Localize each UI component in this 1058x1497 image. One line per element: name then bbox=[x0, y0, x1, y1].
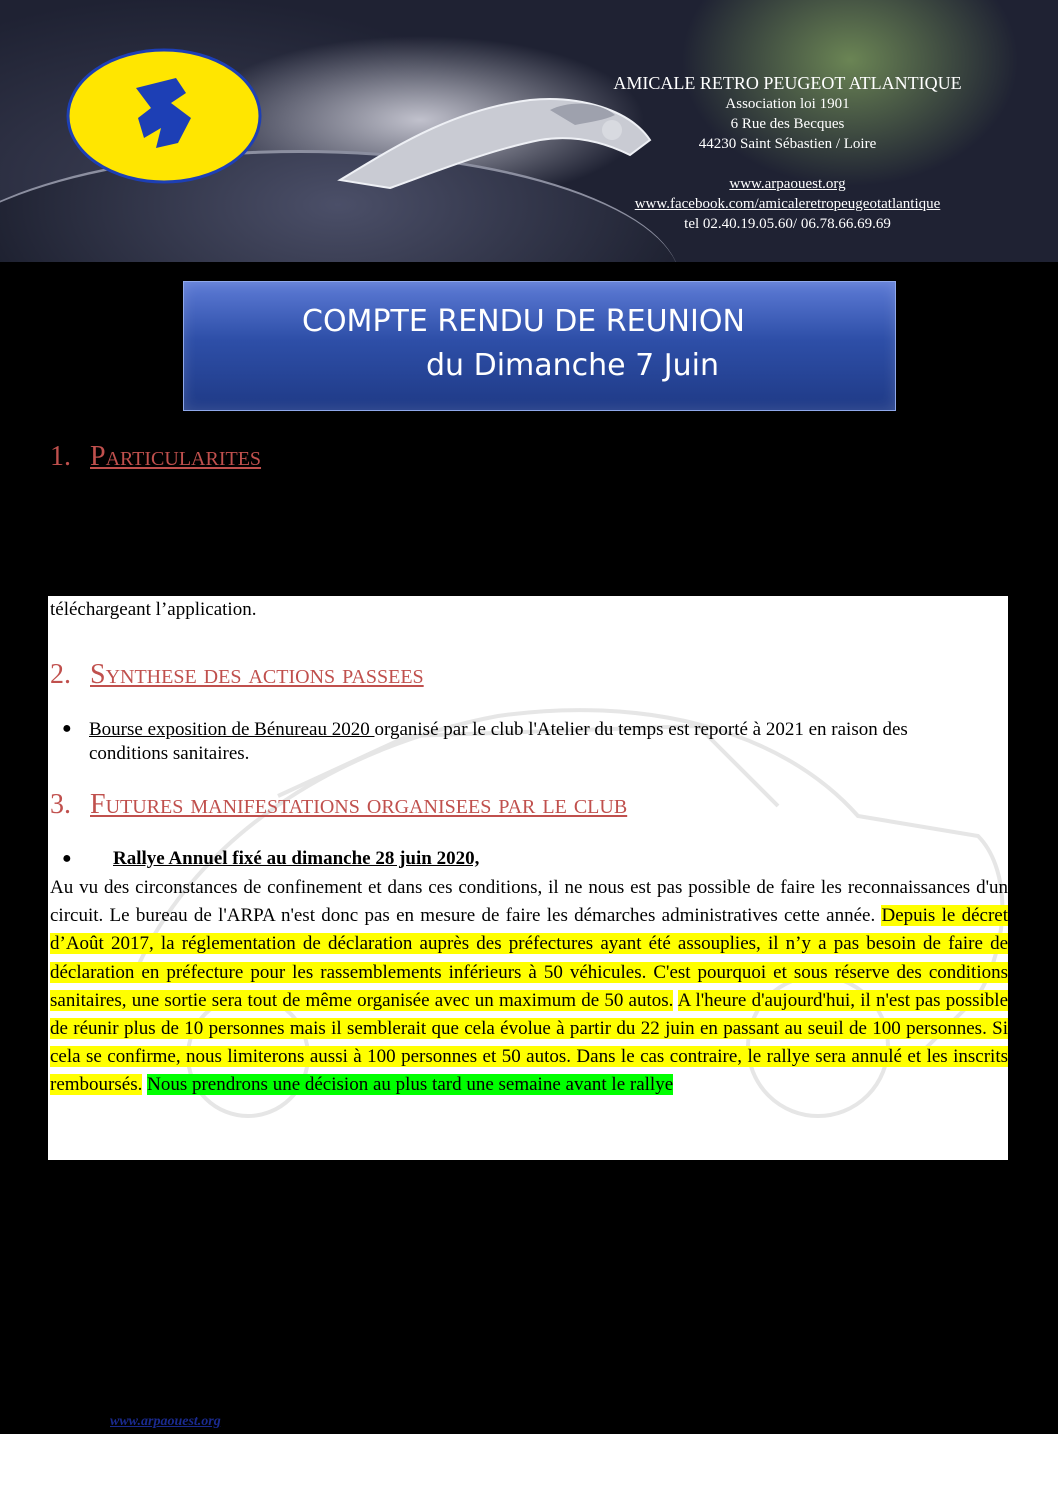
report-title-box bbox=[183, 281, 896, 411]
rally-text-highlight-1: Depuis le décret d’Août 2017, la réglementation de déclaration auprès des préfectures ayant été assouplies, il n’y a pas besoin de faire de déclaration en préfecture pour les rassemblements inférieurs à 50 véhicules. C'est pourquoi et sous réserve des conditions sanitaires, une sortie sera tout de même organisée avec un maximum de 50 autos. bbox=[50, 905, 1008, 1011]
address-line-1: 6 Rue des Becques bbox=[730, 116, 845, 132]
rally-paragraph bbox=[50, 874, 1008, 1100]
section-3-title: Futures manifestations organisees par le club bbox=[90, 789, 628, 820]
phone-number: tel 02.40.19.05.60/ 06.78.66.69.69 bbox=[684, 216, 891, 232]
section-1-heading bbox=[50, 441, 261, 473]
bourse-detail-text: organisé par le club l'Atelier du temps est reporté à 2021 en raison des conditions sanitaires. bbox=[89, 719, 908, 764]
rally-text-plain: Au vu des circonstances de confinement et dans ces conditions, il ne nous est pas possible de faire les reconnaissances d'un circuit. Le bureau de l'ARPA n'est donc pas en mesure de faire les démarches administratives cette année. bbox=[50, 877, 1008, 927]
section-1-tail-text: téléchargeant l’application. bbox=[50, 599, 257, 620]
website-link[interactable]: www.arpaouest.org bbox=[729, 176, 846, 192]
rally-text-highlight-2: A l'heure d'aujourd'hui, il n'est pas possible de réunir plus de 10 personnes mais il semblerait que cela évolue à partir du 22 juin en passant au seuil de 100 personnes. Si cela se confirme, nous limiterons aussi à 100 personnes et 50 autos. Dans le cas contraire, le rallye sera annulé et les inscrits remboursés. bbox=[50, 989, 1009, 1096]
section-2-title: Synthese des actions passees bbox=[90, 659, 424, 690]
contact-block bbox=[560, 72, 1015, 234]
section-1-title: Particularites bbox=[90, 441, 262, 472]
header-banner bbox=[0, 0, 1058, 262]
assoc-type: Association loi 1901 bbox=[725, 96, 850, 112]
section-3-number: 3. bbox=[50, 789, 71, 820]
bullet-icon: ● bbox=[62, 720, 72, 737]
section-1-number: 1. bbox=[50, 441, 71, 472]
section-2-number: 2. bbox=[50, 659, 71, 690]
bourse-link-text: Bourse exposition de Bénureau 2020 bbox=[89, 719, 375, 740]
rally-title: Rallye Annuel fixé au dimanche 28 juin 2020, bbox=[113, 848, 480, 869]
section-3-heading bbox=[50, 789, 627, 821]
org-name: AMICALE RETRO PEUGEOT ATLANTIQUE bbox=[613, 73, 962, 93]
section-2-bullet bbox=[89, 718, 989, 766]
club-logo bbox=[66, 48, 262, 184]
footer-website-link[interactable]: www.arpaouest.org bbox=[110, 1414, 221, 1429]
report-date: du Dimanche 7 Juin bbox=[426, 348, 719, 383]
rally-text-highlight-green: Nous prendrons une décision au plus tard une semaine avant le rallye bbox=[147, 1074, 674, 1096]
section-2-heading bbox=[50, 659, 424, 691]
bullet-icon: ● bbox=[62, 850, 72, 867]
report-title: COMPTE RENDU DE REUNION bbox=[302, 304, 745, 339]
facebook-link[interactable]: www.facebook.com/amicaleretropeugeotatlantique bbox=[634, 196, 941, 212]
page-bottom-margin bbox=[0, 1434, 1058, 1497]
address-line-2: 44230 Saint Sébastien / Loire bbox=[698, 136, 877, 152]
